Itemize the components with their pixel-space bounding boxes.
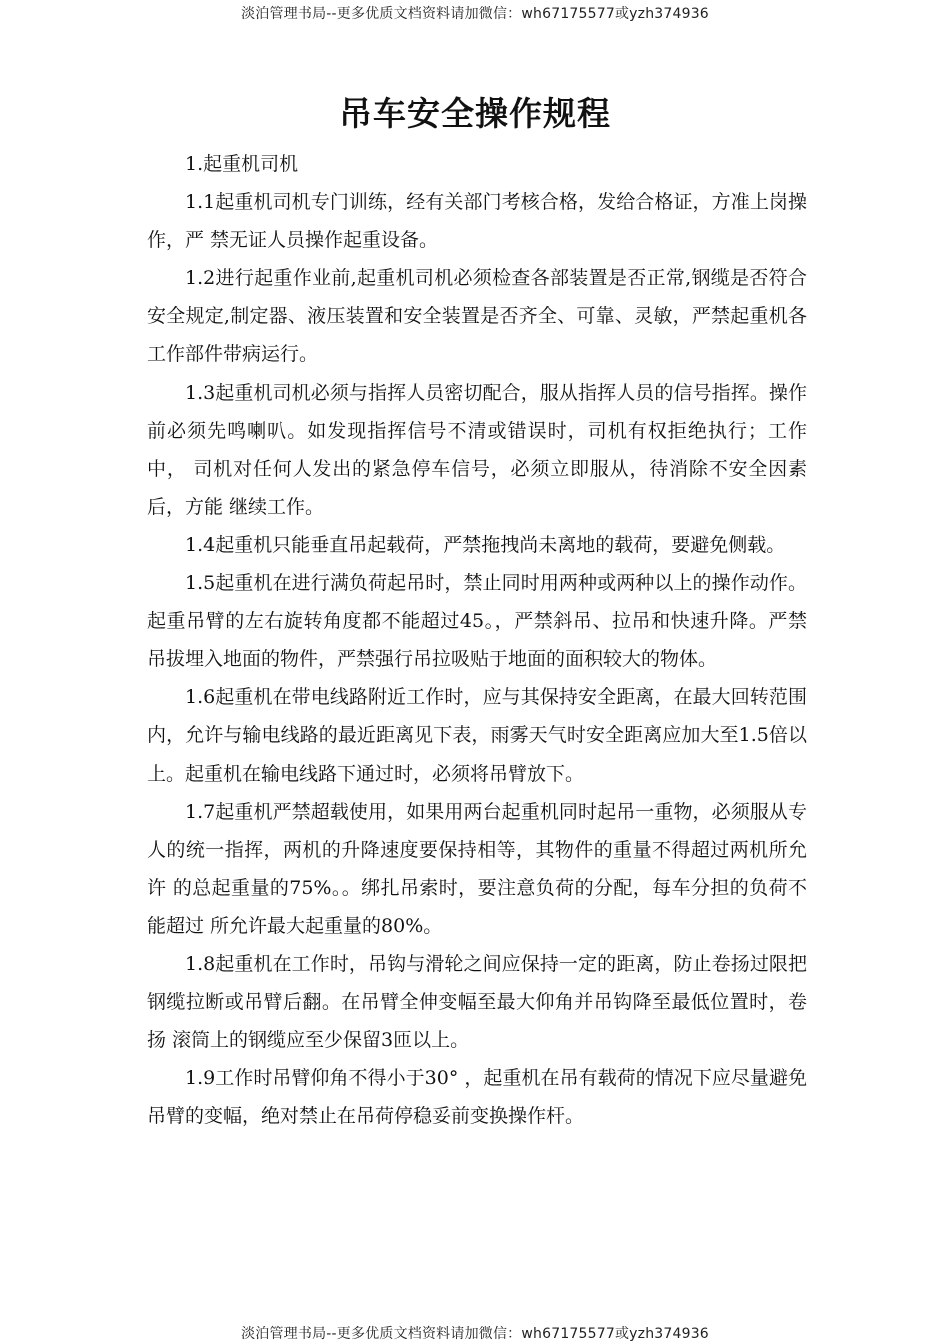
section-heading: 1.起重机司机 — [185, 153, 299, 175]
paragraph-1-7: 1.7起重机严禁超载使用，如果用两台起重机同时起吊一重物，必须服从专 人的统一指挥，两机的升降速度要保持相等，其物件的重量不得超过两机所允许 的总起重量的75%。。绑扎吊索时，要注意负荷的分配，每车分担的负荷不能超过 所允许最大起重量的80%。 — [147, 800, 807, 937]
paragraph-1-2: 1.2进行起重作业前,起重机司机必须检查各部装置是否正常,钢缆是否符合安全规定,制定器、液压装置和安全装置是否齐全、可靠、灵敏，严禁起重机各 工作部件带病运行。 — [147, 267, 807, 366]
page-header: 淡泊管理书局--更多优质文档资料请加微信：wh67175577或yzh374936 — [241, 6, 709, 22]
paragraph-1-3: 1.3起重机司机必须与指挥人员密切配合，服从指挥人员的信号指挥。操作 前必须先鸣喇叭。如发现指挥信号不清或错误时，司机有权拒绝执行；工作中， 司机对任何人发出的紧急停车信号，必须立即服从，待消除不安全因素后，方能 继续工作。 — [147, 381, 807, 518]
paragraph-1-6: 1.6起重机在带电线路附近工作时，应与其保持安全距离，在最大回转范围 内，允许与输电线路的最近距离见下表，雨雾天气时安全距离应加大至1.5倍以 上。起重机在输电线路下通过时，必须将吊臂放下。 — [147, 686, 807, 785]
paragraph-1-1: 1.1起重机司机专门训练，经有关部门考核合格，发给合格证，方准上岗操作，严 禁无证人员操作起重设备。 — [147, 191, 807, 252]
paragraph-1-5: 1.5起重机在进行满负荷起吊时，禁止同时用两种或两种以上的操作动作。 起重吊臂的左右旋转角度都不能超过45。，严禁斜吊、拉吊和快速升降。严禁 吊拔埋入地面的物件，严禁强行吊拉吸贴于地面的面积较大的物体。 — [147, 572, 807, 671]
page-footer: 淡泊管理书局--更多优质文档资料请加微信：wh67175577或yzh374936 — [241, 1326, 709, 1342]
paragraph-1-9: 1.9工作时吊臂仰角不得小于30° ，起重机在吊有载荷的情况下应尽量避免 吊臂的变幅，绝对禁止在吊荷停稳妥前变换操作杆。 — [147, 1067, 807, 1128]
document-body — [147, 145, 807, 1135]
paragraph-1-8: 1.8起重机在工作时，吊钩与滑轮之间应保持一定的距离，防止卷扬过限把 钢缆拉断或吊臂后翻。在吊臂全伸变幅至最大仰角并吊钩降至最低位置时，卷扬 滚筒上的钢缆应至少保留3匝以上。 — [147, 952, 807, 1052]
document-title: 吊车安全操作规程 — [339, 94, 611, 133]
paragraph-1-4: 1.4起重机只能垂直吊起载荷，严禁拖拽尚未离地的载荷，要避免侧载。 — [185, 533, 786, 556]
